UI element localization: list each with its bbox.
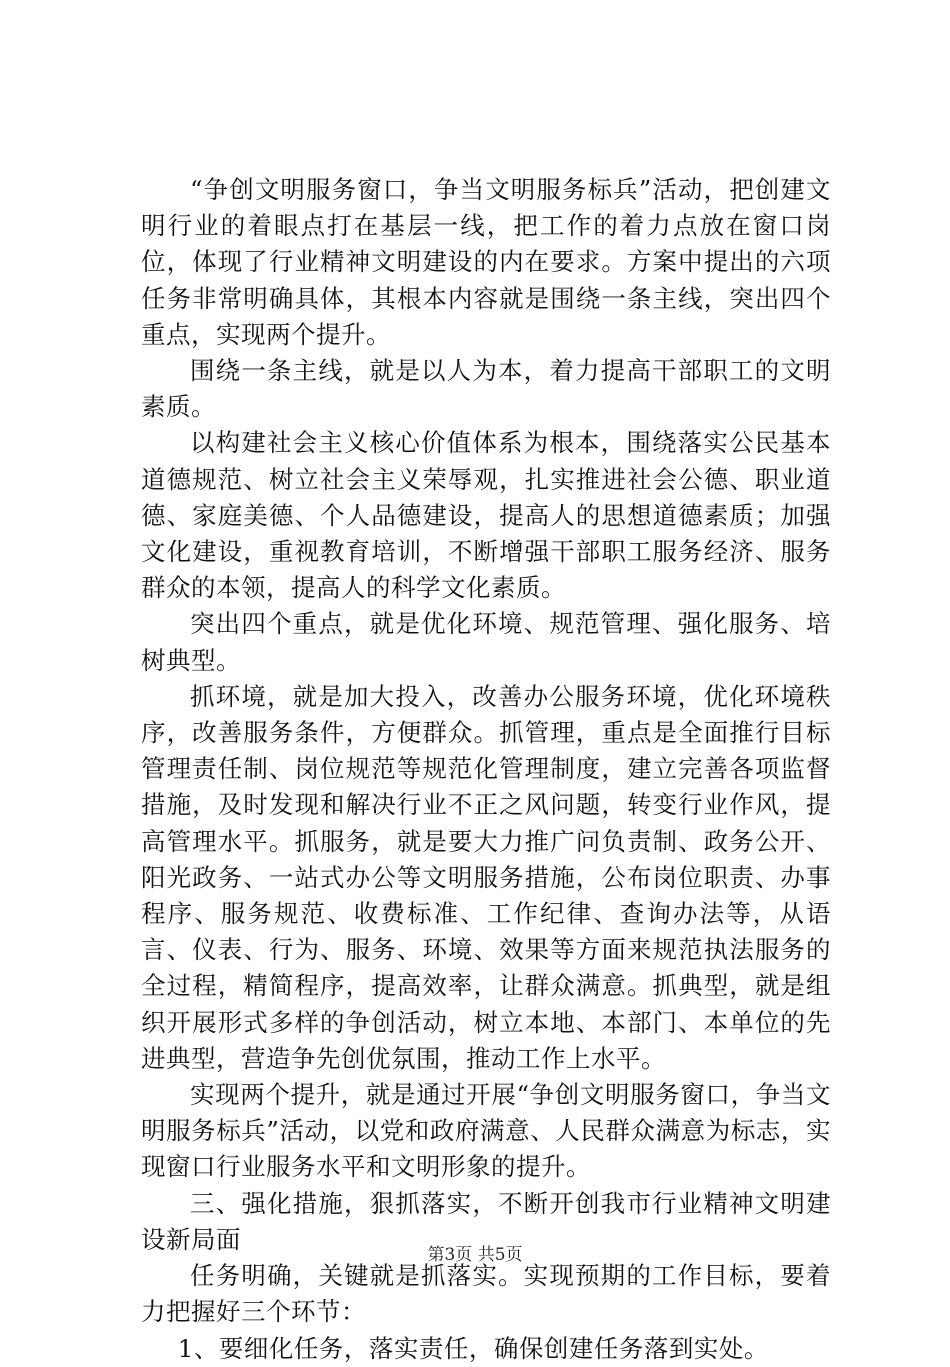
paragraph-core-values: 以构建社会主义核心价值体系为根本，围绕落实公民基本道德规范、树立社会主义荣辱观，扎实推进社会公德、职业道德、家庭美德、个人品德建设，提高人的思想道德素质；加强文化建设，重视教育培训，不断增强干部职工服务经济、服务群众的本领，提高人的科学文化素质。: [141, 428, 831, 603]
paragraph-four-focuses: 突出四个重点，就是优化环境、规范管理、强化服务、培树典型。: [141, 609, 831, 675]
page-number-footer: 第3页 共5页: [427, 1245, 523, 1265]
paragraph-activity-intro: “争创文明服务窗口，争当文明服务标兵”活动，把创建文明行业的着眼点打在基层一线，把工作的着力点放在窗口岗位，体现了行业精神文明建设的内在要求。方案中提出的六项任务非常明确具体，其根本内容就是围绕一条主线，突出四个重点，实现两个提升。: [141, 175, 831, 349]
document-body: [141, 172, 831, 1367]
paragraph-two-improvements: 实现两个提升，就是通过开展“争创文明服务窗口，争当文明服务标兵”活动，以党和政府满意、人民群众满意为标志，实现窗口行业服务水平和文明形象的提升。: [141, 1080, 831, 1182]
list-item-refine-tasks: 1、要细化任务，落实责任，确保创建任务落到实处。: [177, 1333, 769, 1363]
section-heading-measures: 三、强化措施，狠抓落实，不断开创我市行业精神文明建设新局面: [141, 1188, 831, 1254]
paragraph-implementation: 任务明确，关键就是抓落实。实现预期的工作目标，要着力把握好三个环节：: [141, 1261, 831, 1327]
paragraph-focus-details: 抓环境，就是加大投入，改善办公服务环境，优化环境秩序，改善服务条件，方便群众。抓管理，重点是全面推行目标管理责任制、岗位规范等规范化管理制度，建立完善各项监督措施，及时发现和解决行业不正之风问题，转变行业作风，提高管理水平。抓服务，就是要大力推广问负责制、政务公开、阳光政务、一站式办公等文明服务措施，公布岗位职责、办事程序、服务规范、收费标准、工作纪律、查询办法等，从语言、仪表、行为、服务、环境、效果等方面来规范执法服务的全过程，精简程序，提高效率，让群众满意。抓典型，就是组织开展形式多样的争创活动，树立本地、本部门、本单位的先进典型，营造争先创优氛围，推动工作上水平。: [141, 681, 831, 1073]
paragraph-main-line: 围绕一条主线，就是以人为本，着力提高干部职工的文明素质。: [141, 356, 831, 422]
